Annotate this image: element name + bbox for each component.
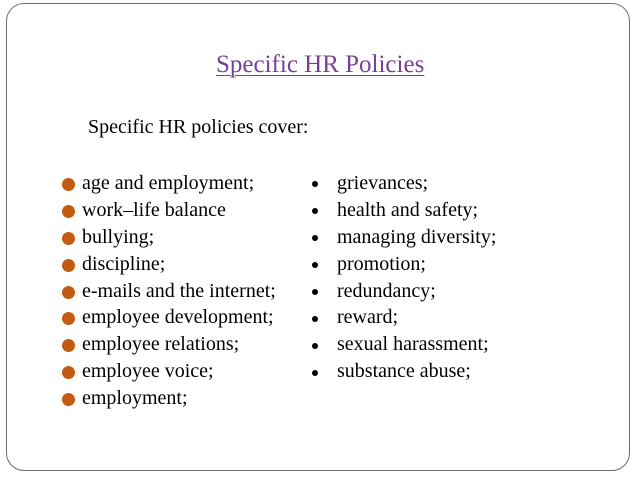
bullet-icon — [62, 259, 75, 272]
list-item — [62, 385, 276, 412]
bullet-icon — [62, 232, 75, 245]
bullet-dot-icon — [312, 262, 318, 268]
list-item-label: substance abuse; — [337, 360, 471, 383]
list-item — [310, 304, 496, 331]
list-item-label: redundancy; — [337, 279, 436, 302]
bullet-icon — [62, 205, 75, 218]
list-item — [62, 331, 276, 358]
intro-text: Specific HR policies cover: — [88, 116, 309, 138]
bullet-dot-icon — [312, 208, 318, 214]
bullet-dot-icon — [312, 343, 318, 349]
list-item-label: discipline; — [82, 252, 166, 275]
list-item-label: reward; — [337, 306, 399, 329]
list-item-label: grievances; — [337, 172, 429, 194]
list-item-label: managing diversity; — [337, 225, 497, 248]
list-item — [310, 251, 496, 278]
list-item — [62, 278, 276, 305]
list-item-label: sexual harassment; — [337, 333, 489, 356]
list-item-label: employee voice; — [82, 360, 214, 383]
list-item-label: employee relations; — [82, 333, 240, 356]
list-item — [310, 278, 496, 305]
list-item — [62, 358, 276, 385]
bullet-dot-icon — [312, 289, 318, 295]
bullet-icon — [62, 339, 75, 352]
bullet-icon — [62, 393, 75, 406]
list-item — [62, 197, 276, 224]
list-item — [62, 251, 276, 278]
bullet-icon — [62, 178, 75, 191]
list-item-label: health and safety; — [337, 198, 479, 221]
list-item-label: work–life balance — [82, 198, 226, 221]
bullet-icon — [62, 366, 75, 379]
list-item — [62, 224, 276, 251]
right-policy-list — [310, 170, 496, 385]
left-policy-list — [62, 170, 276, 412]
bullet-dot-icon — [312, 370, 318, 376]
bullet-icon — [62, 312, 75, 325]
list-item — [310, 331, 496, 358]
bullet-icon — [62, 286, 75, 299]
bullet-dot-icon — [312, 181, 318, 187]
list-item-label: e-mails and the internet; — [82, 279, 276, 302]
list-item-label: promotion; — [337, 252, 426, 275]
list-item-label: bullying; — [82, 225, 155, 248]
list-item — [62, 304, 276, 331]
list-item — [310, 170, 496, 197]
list-item — [310, 358, 496, 385]
list-item-label: employment; — [82, 387, 188, 410]
list-item — [310, 197, 496, 224]
bullet-dot-icon — [312, 235, 318, 241]
list-item-label: employee development; — [82, 306, 274, 329]
list-item — [62, 170, 276, 197]
list-item-label: age and employment; — [82, 172, 255, 194]
bullet-dot-icon — [312, 316, 318, 322]
list-item — [310, 224, 496, 251]
slide-title: Specific HR Policies — [216, 51, 425, 78]
